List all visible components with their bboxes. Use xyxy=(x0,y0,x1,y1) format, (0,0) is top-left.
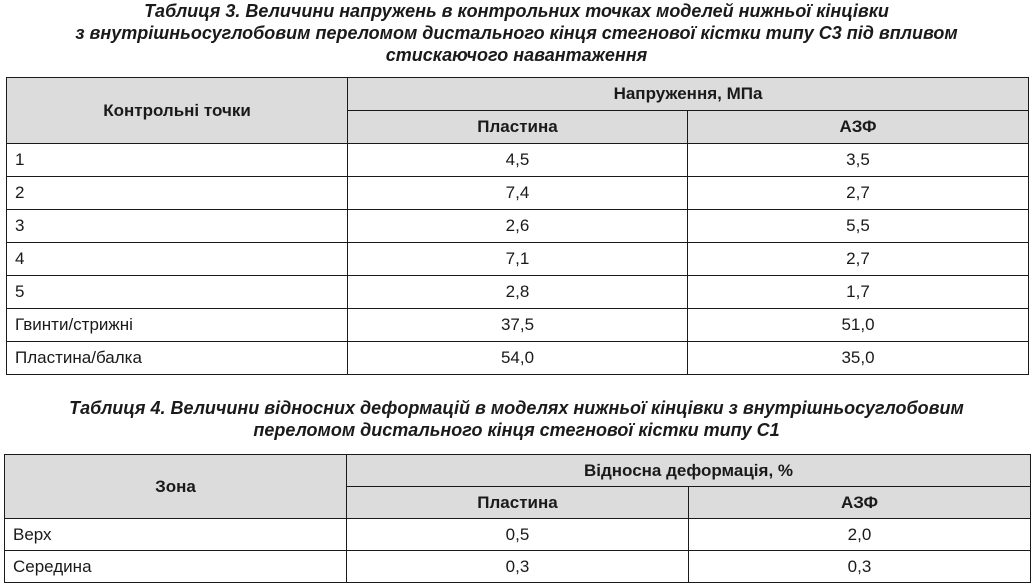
plate-value: 54,0 xyxy=(348,342,688,375)
table4-header-plate: Пластина xyxy=(347,487,689,519)
table-row xyxy=(7,210,1029,243)
table-row xyxy=(7,276,1029,309)
plate-value: 2,6 xyxy=(348,210,688,243)
table4-header-azf: АЗФ xyxy=(689,487,1031,519)
table3-header-control-points: Контрольні точки xyxy=(7,78,348,144)
row-label: Гвинти/стрижні xyxy=(7,309,348,342)
table3-caption-line-2: з внутрішньосуглобовим переломом дистального кінця стегнової кістки типу С3 під впливом xyxy=(75,23,958,43)
plate-value: 7,4 xyxy=(348,177,688,210)
row-label: 3 xyxy=(7,210,348,243)
table-row xyxy=(7,243,1029,276)
table-row xyxy=(5,519,1031,551)
plate-value: 4,5 xyxy=(348,144,688,177)
table-row xyxy=(7,177,1029,210)
plate-value: 2,8 xyxy=(348,276,688,309)
table3-caption-line-3: стискаючого навантаження xyxy=(385,45,648,65)
azf-value: 2,7 xyxy=(688,243,1029,276)
azf-value: 3,5 xyxy=(688,144,1029,177)
plate-value: 37,5 xyxy=(348,309,688,342)
row-label: 2 xyxy=(7,177,348,210)
table3-header-azf: АЗФ xyxy=(688,111,1029,144)
row-label: 5 xyxy=(7,276,348,309)
plate-value: 7,1 xyxy=(348,243,688,276)
azf-value: 5,5 xyxy=(688,210,1029,243)
table4 xyxy=(4,454,1031,583)
plate-value: 0,5 xyxy=(347,519,689,551)
table3-caption xyxy=(0,0,1033,66)
azf-value: 0,3 xyxy=(689,551,1031,583)
table-row xyxy=(7,309,1029,342)
row-label: 4 xyxy=(7,243,348,276)
table4-caption-line-2: переломом дистального кінця стегнової кістки типу С1 xyxy=(253,420,780,440)
azf-value: 51,0 xyxy=(688,309,1029,342)
table4-caption xyxy=(0,397,1033,441)
table3 xyxy=(6,77,1029,375)
azf-value: 1,7 xyxy=(688,276,1029,309)
plate-value: 0,3 xyxy=(347,551,689,583)
azf-value: 2,7 xyxy=(688,177,1029,210)
table-row xyxy=(7,144,1029,177)
azf-value: 2,0 xyxy=(689,519,1031,551)
table4-caption-line-1: Таблиця 4. Величини відносних деформацій в моделях нижньої кінцівки з внутрішньосуглобовим xyxy=(69,398,964,418)
table-row xyxy=(7,342,1029,375)
azf-value: 35,0 xyxy=(688,342,1029,375)
row-label: Середина xyxy=(5,551,347,583)
row-label: Верх xyxy=(5,519,347,551)
table4-header-deformation: Відносна деформація, % xyxy=(347,455,1031,487)
row-label: Пластина/балка xyxy=(7,342,348,375)
row-label: 1 xyxy=(7,144,348,177)
table4-header-zone: Зона xyxy=(5,455,347,519)
table3-caption-line-1: Таблиця 3. Величини напружень в контрольних точках моделей нижньої кінцівки xyxy=(144,1,889,21)
table3-header-stress: Напруження, МПа xyxy=(348,78,1029,111)
table-row xyxy=(5,551,1031,583)
table3-header-plate: Пластина xyxy=(348,111,688,144)
